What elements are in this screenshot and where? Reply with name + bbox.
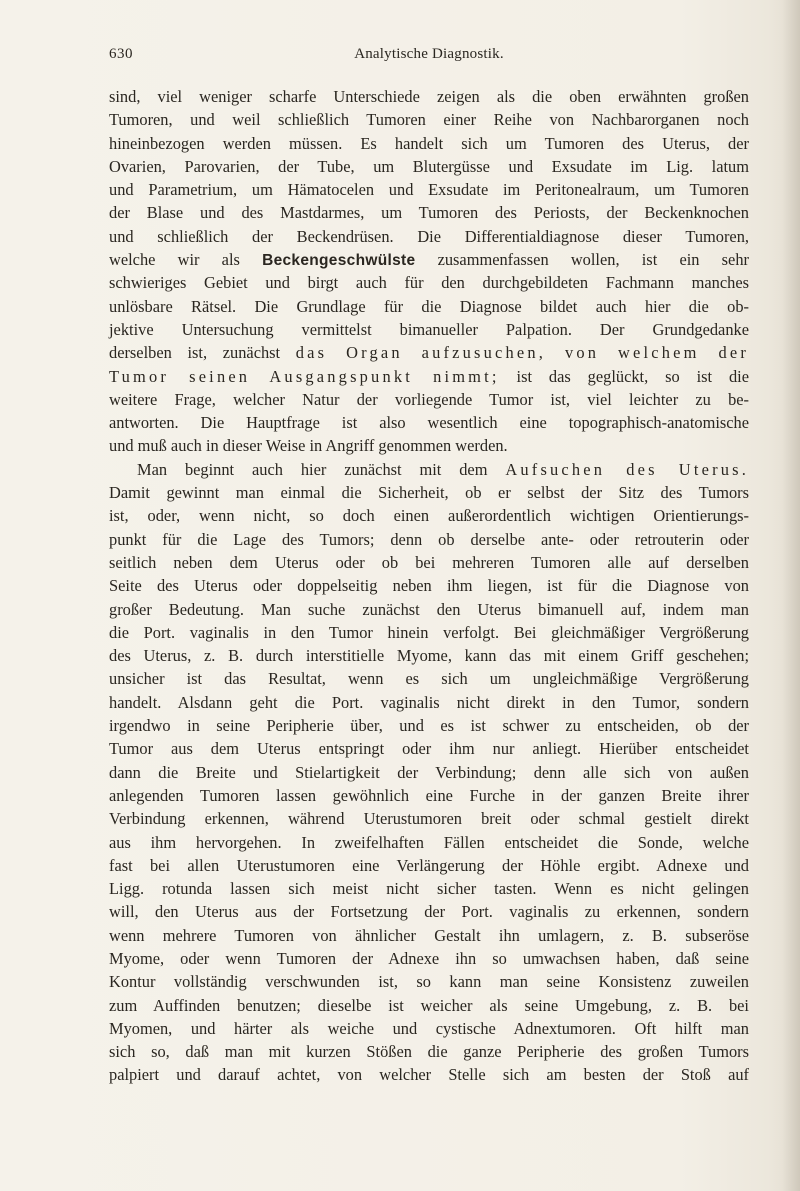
- text-line: [109, 551, 749, 574]
- text-run: unsicher ist das Resultat, wenn es sich um ungleichmäßige Vergrößerung: [109, 669, 749, 689]
- text-line: [109, 621, 749, 644]
- page-number: 630: [109, 46, 133, 62]
- text-line: [109, 900, 749, 923]
- text-run: Ligg. rotunda lassen sich meist nicht sicher tasten. Wenn es nicht gelingen: [109, 879, 749, 899]
- page-edge-shadow: [782, 0, 800, 1191]
- text-line: [109, 761, 749, 784]
- text-run: dann die Breite und Stielartigkeit der Verbindung; denn alle sich von außen: [109, 762, 749, 782]
- text-line: [109, 691, 749, 714]
- text-line: [109, 1040, 749, 1063]
- text-run: derselben ist, zunächst: [109, 343, 296, 363]
- text-run: antworten. Die Hauptfrage ist also wesentlich eine topographisch-anatomische: [109, 413, 749, 433]
- text-run: will, den Uterus aus der Fortsetzung der Port. vaginalis zu erkennen, sondern: [109, 902, 749, 922]
- text-line: [109, 155, 749, 178]
- spaced-emphasis: Tumor seinen Ausgangspunkt nimmt;: [109, 366, 500, 386]
- text-run: Myome, oder wenn Tumoren der Adnexe ihn so umwachsen haben, daß seine: [109, 948, 749, 968]
- spaced-emphasis: Aufsuchen des Uterus.: [505, 459, 750, 479]
- text-line: [109, 434, 749, 457]
- text-line: [109, 598, 749, 621]
- text-line: [109, 714, 749, 737]
- text-line: [109, 784, 749, 807]
- text-run: Man beginnt auch hier zunächst mit dem: [137, 459, 506, 479]
- text-line: [109, 737, 749, 760]
- text-run: aus ihm hervorgehen. In zweifelhaften Fällen entscheidet die Sonde, welche: [109, 832, 749, 852]
- text-line: [109, 132, 749, 155]
- text-run: die Port. vaginalis in den Tumor hinein verfolgt. Bei gleichmäßiger Vergrößerung: [109, 622, 749, 642]
- text-run: Damit gewinnt man einmal die Sicherheit, ob er selbst der Sitz des Tumors: [109, 483, 749, 503]
- text-line: [109, 295, 749, 318]
- text-line: [109, 481, 749, 504]
- text-line: [109, 178, 749, 201]
- text-line: [109, 574, 749, 597]
- text-line: [109, 528, 749, 551]
- text-run: zum Auffinden benutzen; dieselbe ist weicher als seine Umgebung, z. B. bei: [109, 995, 749, 1015]
- text-line: [109, 924, 749, 947]
- text-run: ist, oder, wenn nicht, so doch einen außerordentlich wichtigen Orientierungs-: [109, 506, 749, 526]
- text-line: [109, 201, 749, 224]
- text-run: Seite des Uterus oder doppelseitig neben ihm liegen, ist für die Diagnose von: [109, 576, 749, 596]
- text-run: des Uterus, z. B. durch interstitielle Myome, kann das mit einem Griff geschehen;: [109, 646, 749, 666]
- text-run: sich so, daß man mit kurzen Stößen die ganze Peripherie des großen Tumors: [109, 1042, 749, 1062]
- text-run: Ovarien, Parovarien, der Tube, um Blutergüsse und Exsudate im Lig. latum: [109, 156, 749, 176]
- text-line: [109, 854, 749, 877]
- bold-term: Beckengeschwülste: [262, 252, 416, 270]
- text-line: [109, 458, 749, 481]
- text-run: Tumoren, und weil schließlich Tumoren einer Reihe von Nachbarorganen noch: [109, 110, 749, 130]
- text-line: [109, 831, 749, 854]
- text-line: [109, 248, 749, 271]
- text-line: [109, 947, 749, 970]
- text-run: punkt für die Lage des Tumors; denn ob derselbe ante- oder retrouterin oder: [109, 529, 749, 549]
- text-line: [109, 271, 749, 294]
- text-run: handelt. Alsdann geht die Port. vaginalis nicht direkt in den Tumor, sondern: [109, 692, 749, 712]
- text-run: irgendwo in seine Peripherie über, und es ist schwer zu entscheiden, ob der: [109, 716, 749, 736]
- text-line: [109, 225, 749, 248]
- text-line: [109, 994, 749, 1017]
- text-line: [109, 667, 749, 690]
- text-run: palpiert und darauf achtet, von welcher Stelle sich am besten der Stoß auf: [109, 1065, 749, 1085]
- text-run: welche wir als: [109, 250, 263, 270]
- text-run: Kontur vollständig verschwunden ist, so kann man seine Konsistenz zuweilen: [109, 972, 749, 992]
- text-run: der Blase und des Mastdarmes, um Tumoren des Periosts, der Beckenknochen: [109, 203, 749, 223]
- running-head: Analytische Diagnostik.: [354, 46, 504, 62]
- text-run: jektive Untersuchung vermittelst bimanueller Palpation. Der Grundgedanke: [109, 319, 749, 339]
- text-run: und Parametrium, um Hämatocelen und Exsudate im Peritonealraum, um Tumoren: [109, 180, 749, 200]
- page-header: [109, 46, 749, 68]
- text-run: wenn mehrere Tumoren von ähnlicher Gestalt ihn umlagern, z. B. subseröse: [109, 925, 749, 945]
- text-line: [109, 1063, 749, 1086]
- text-run: und schließlich der Beckendrüsen. Die Differentialdiagnose dieser Tumoren,: [109, 226, 749, 246]
- text-line: [109, 108, 749, 131]
- body-text: [109, 85, 749, 1087]
- text-run: Myomen, und härter als weiche und cystische Adnextumoren. Oft hilft man: [109, 1018, 749, 1038]
- text-run: weitere Frage, welcher Natur der vorliegende Tumor ist, viel leichter zu be-: [109, 389, 749, 409]
- spaced-emphasis: das Organ aufzusuchen, von welchem der: [295, 343, 749, 363]
- text-run: fast bei allen Uterustumoren eine Verlängerung der Höhle ergibt. Adnexe und: [109, 855, 749, 875]
- text-line: [109, 341, 749, 364]
- text-line: [109, 1017, 749, 1040]
- text-run: anlegenden Tumoren lassen gewöhnlich eine Furche in der ganzen Breite ihrer: [109, 785, 749, 805]
- text-line: [109, 807, 749, 830]
- text-run: schwieriges Gebiet und birgt auch für den durchgebildeten Fachmann manches: [109, 273, 749, 293]
- text-run: Verbindung erkennen, während Uterustumoren breit oder schmal gestielt direkt: [109, 809, 749, 829]
- text-run: zusammenfassen wollen, ist ein sehr: [415, 250, 749, 270]
- text-run: unlösbare Rätsel. Die Grundlage für die Diagnose bildet auch hier die ob-: [109, 296, 749, 316]
- text-run: ist das geglückt, so ist die: [499, 366, 749, 386]
- text-line: [109, 411, 749, 434]
- text-run: seitlich neben dem Uterus oder ob bei mehreren Tumoren alle auf derselben: [109, 552, 749, 572]
- text-run: und muß auch in dieser Weise in Angriff genommen werden.: [109, 436, 508, 456]
- text-run: Tumor aus dem Uterus entspringt oder ihm nur anliegt. Hierüber entscheidet: [109, 739, 749, 759]
- text-line: [109, 644, 749, 667]
- text-line: [109, 365, 749, 388]
- text-line: [109, 970, 749, 993]
- text-line: [109, 877, 749, 900]
- text-line: [109, 85, 749, 108]
- text-line: [109, 388, 749, 411]
- text-run: großer Bedeutung. Man suche zunächst den Uterus bimanuell auf, indem man: [109, 599, 749, 619]
- text-line: [109, 318, 749, 341]
- text-line: [109, 504, 749, 527]
- text-run: sind, viel weniger scharfe Unterschiede zeigen als die oben erwähnten großen: [109, 87, 749, 106]
- text-run: hineinbezogen werden müssen. Es handelt sich um Tumoren des Uterus, der: [109, 133, 749, 153]
